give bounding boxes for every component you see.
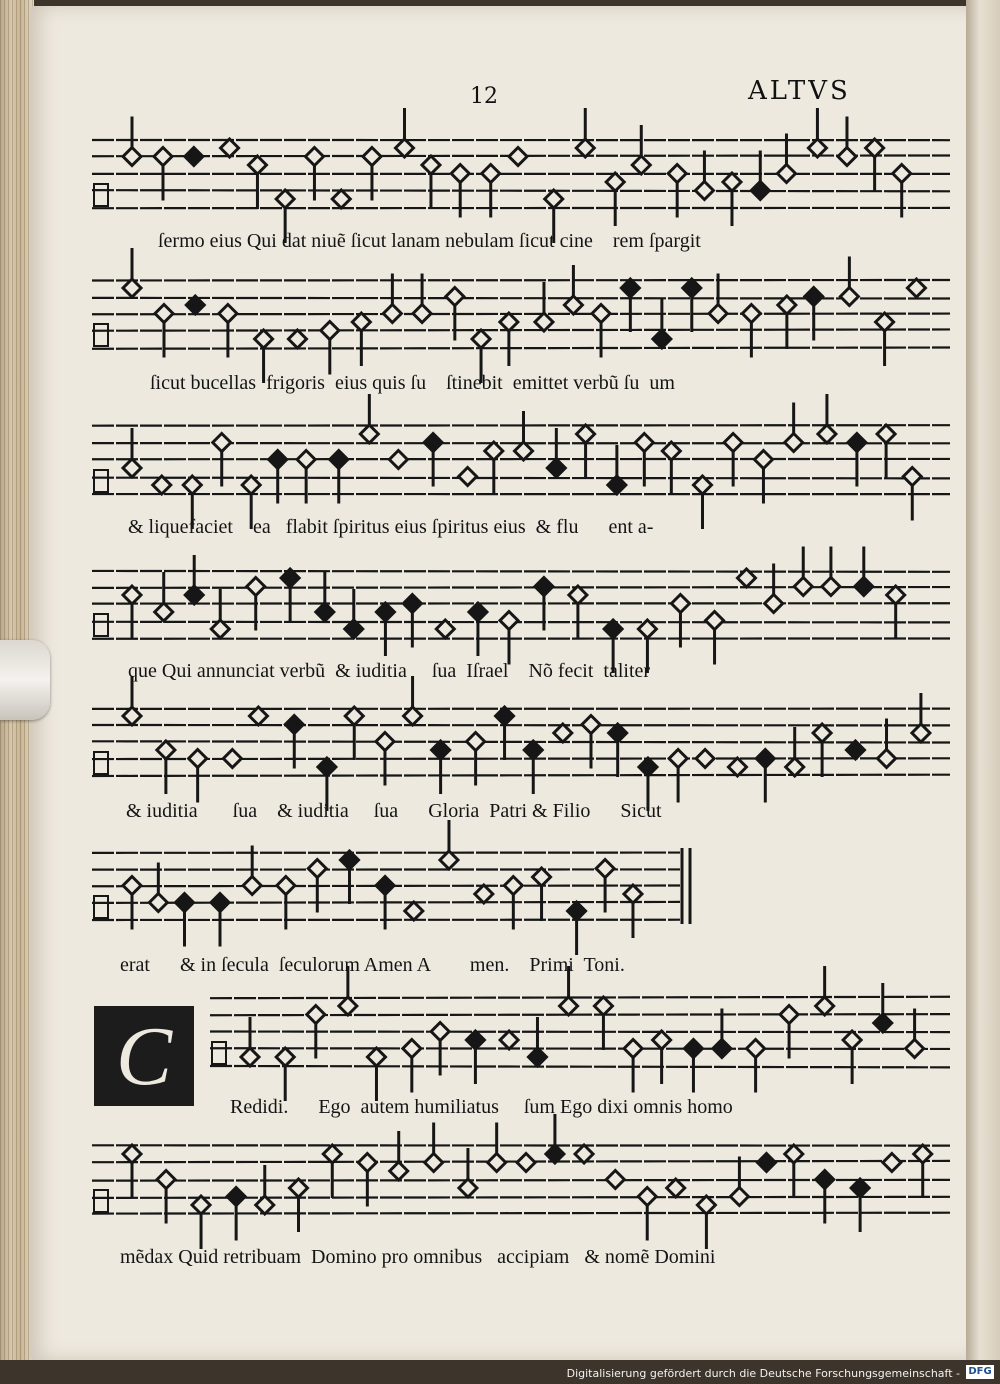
footer-credit: Digitalisierung gefördert durch die Deutsche Forschungsgemeinschaft - xyxy=(566,1367,960,1380)
lyric-line-1: ſermo eius Qui dat niuẽ ſicut lanam nebulam ſicut cine rem ſpargit xyxy=(158,230,701,252)
staff-5 xyxy=(92,676,950,811)
page-number: 12 xyxy=(470,84,498,109)
lyric-line-5: & iuditia ſua & iuditia ſua Gloria Patri & Filio Sicut xyxy=(126,800,662,822)
staff-4 xyxy=(92,547,950,674)
lyric-line-2: ſicut bucellas frigoris eius quis ſu ſtinebit emittet verbũ ſu um xyxy=(150,372,675,394)
lyric-line-6: erat & in ſecula ſeculorum Amen A men. Primi Toni. xyxy=(120,954,625,976)
staff-2 xyxy=(92,248,950,383)
staff-3 xyxy=(92,394,950,529)
dfg-logo: DFG xyxy=(966,1365,994,1379)
staff-1 xyxy=(92,108,950,243)
lyric-line-3: & liquefaciet ea flabit ſpiritus eius ſpiritus eius & flu ent a- xyxy=(128,516,654,538)
lyric-line-8: mẽdax Quid retribuam Domino pro omnibus accipiam & nomẽ Domini xyxy=(120,1246,716,1268)
staff-6 xyxy=(92,820,690,955)
staff-7 xyxy=(210,966,950,1101)
decorated-initial: C xyxy=(88,1000,200,1112)
staff-8 xyxy=(92,1114,950,1249)
voice-part-title: ALTVS xyxy=(748,76,851,106)
lyric-line-7: Redidi. Ego autem humiliatus ſum Ego dixi omnis homo xyxy=(230,1096,733,1118)
lyric-line-4: que Qui annunciat verbũ & iuditia ſua Iſrael Nõ fecit taliter xyxy=(128,660,651,682)
